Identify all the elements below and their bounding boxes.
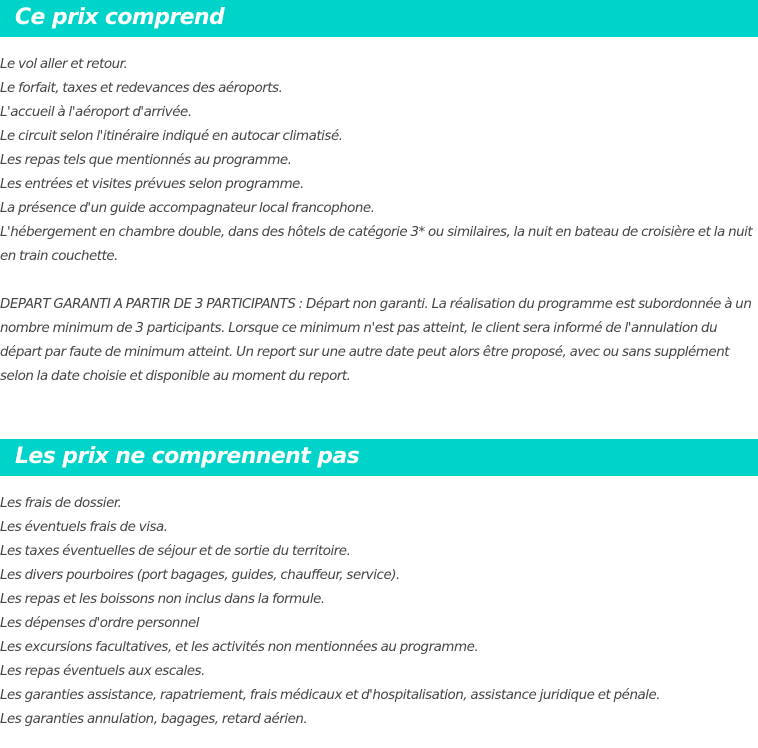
list-item: Les excursions facultatives, et les activités non mentionnées au programme. xyxy=(0,640,479,655)
list-item: L'hébergement en chambre double, dans des hôtels de catégorie 3* ou similaires, la nuit en bateau de croisière et la nuit en train couchette. xyxy=(0,225,753,264)
guaranteed-departure-note: DEPART GARANTI A PARTIR DE 3 PARTICIPANTS : Départ non garanti. La réalisation du programme est subordonnée à un nombre minimum de 3 participants. Lorsque ce minimum n'est pas atteint, le client sera informé de l'annulation du départ par faute de minimum atteint. Un report sur une autre date peut alors être proposé, avec ou sans supplément selon la date choisie et disponible au moment du report. xyxy=(0,297,752,384)
list-item: Les taxes éventuelles de séjour et de sortie du territoire. xyxy=(0,544,351,559)
list-item: Les garanties assistance, rapatriement, frais médicaux et d'hospitalisation, assistance juridique et pénale. xyxy=(0,688,661,703)
price-excludes-section xyxy=(0,439,758,727)
list-item: Le circuit selon l'itinéraire indiqué en autocar climatisé. xyxy=(0,129,343,144)
section-title: Les prix ne comprennent pas xyxy=(15,444,360,469)
list-item: Les divers pourboires (port bagages, guides, chauffeur, service). xyxy=(0,568,400,583)
section-header-bar xyxy=(0,439,758,476)
list-item: Les repas tels que mentionnés au programme. xyxy=(0,153,292,168)
list-item: Le forfait, taxes et redevances des aéroports. xyxy=(0,81,283,96)
list-item: Les repas et les boissons non inclus dans la formule. xyxy=(0,592,325,607)
list-item: Les frais de dossier. xyxy=(0,496,122,511)
excluded-list xyxy=(0,492,758,732)
list-item: Les garanties annulation, bagages, retard aérien. xyxy=(0,712,308,727)
list-item: Le vol aller et retour. xyxy=(0,57,128,72)
list-item: Les repas éventuels aux escales. xyxy=(0,664,205,679)
list-item: Les entrées et visites prévues selon programme. xyxy=(0,177,304,192)
section-header-bar xyxy=(0,0,758,37)
included-list xyxy=(0,53,758,269)
list-item: Les éventuels frais de visa. xyxy=(0,520,168,535)
list-item: Les dépenses d'ordre personnel xyxy=(0,616,200,631)
list-item: L'accueil à l'aéroport d'arrivée. xyxy=(0,105,192,120)
section-title: Ce prix comprend xyxy=(15,5,225,30)
list-item: La présence d'un guide accompagnateur local francophone. xyxy=(0,201,375,216)
